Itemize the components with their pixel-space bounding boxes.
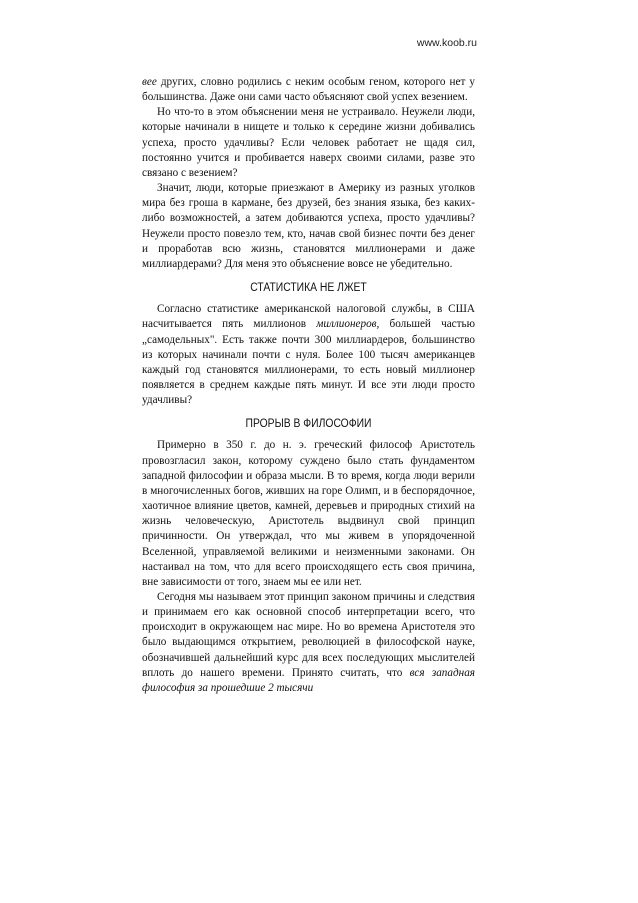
paragraph-text: Сегодня мы называем этот принцип законом причины и следствия и принимаем его как основной способ интерпретации всего, что происходит в окружающем нас мире. Но во времена Аристотеля это было выдающимся открытием, революцией в философской науке, обозначившей дальнейший курс для всех последующих мыслителей вплоть до нашего времени. Принято считать, что — [142, 591, 475, 679]
italic-fragment: миллионеров, — [316, 318, 380, 331]
paragraph: Значит, люди, которые приезжают в Америку из разных уголков мира без гроша в кармане, без друзей, без знания языка, без каких-либо возможностей, а затем добиваются успеха, просто удачливы? Неужели просто повезло тем, кто, начав свой бизнес почти без денег и проработав всю жизнь, становятся миллионерами и даже миллиардерами? Для меня это объяснение вовсе не убедительно. — [142, 182, 475, 270]
paragraph-text: других, словно родились с неким особым геном, которого нет у большинства. Даже они сами часто объясняют свой успех везением. — [142, 76, 475, 104]
section-heading: ПРОРЫВ В ФИЛОСОФИИ — [245, 418, 372, 431]
paragraph: Примерно в 350 г. до н. э. греческий философ Аристотель провозгласил закон, которому суждено было стать фундаментом западной философии и образа мысли. В то время, когда люди верили в многочисленных богов, живших на горе Олимп, и в беспорядочное, хаотичное влияние цветов, камней, деревьев и природных стихий на жизнь человеческую, Аристотель выдвинул свой принцип причинности. Он утверждал, что мы живем в упорядоченной Вселенной, управляемой великими и неизменными законами. Он настаивал на том, что для всего происходящего есть своя причина, вне зависимости от того, знаем мы ее или нет. — [142, 439, 475, 588]
paragraph — [142, 590, 475, 696]
italic-fragment: вся западная философия за прошедшие 2 тысячи — [142, 666, 475, 694]
book-page — [142, 75, 475, 696]
paragraph: Но что-то в этом объяснении меня не устраивало. Неужели люди, которые начинали в нищете и только к середине жизни добивались успеха, просто удачливы? Если человек работает не щадя сил, постоянно учится и пробивается наверх своими силами, разве это связано с везением? — [142, 106, 475, 179]
section-heading: СТАТИСТИКА НЕ ЛЖЕТ — [250, 282, 367, 295]
paragraph — [142, 75, 475, 105]
paragraph — [142, 302, 475, 408]
italic-fragment: вее — [142, 76, 157, 88]
paragraph-text: большей частью „самодельных". Есть также почти 300 миллиардеров, большинство из которых начинали почти с нуля. Более 100 тысяч американцев каждый год становятся миллионерами, то есть новый миллионер появляется в среднем каждые пять минут. И все эти люди просто удачливы? — [142, 318, 475, 407]
paragraph-text: Согласно статистике американской налоговой службы, в США насчитывается пять миллионов — [142, 303, 475, 331]
site-watermark: www.koob.ru — [416, 37, 477, 49]
